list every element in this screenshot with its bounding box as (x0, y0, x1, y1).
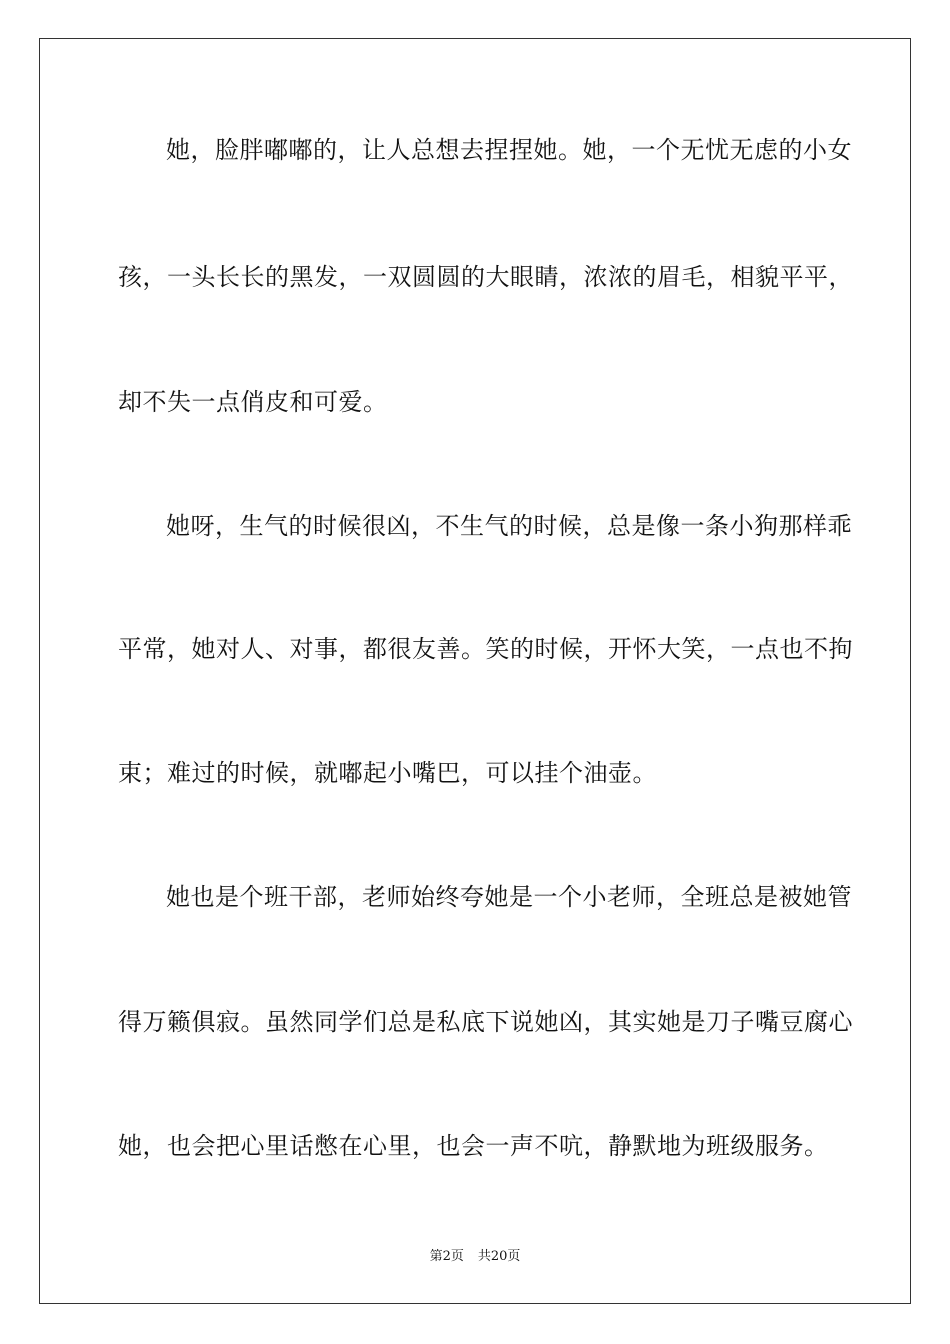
page-number: 第2页 (429, 1249, 464, 1264)
paragraph-3-line-3: 她，也会把心里话憋在心里，也会一声不吭，静默地为班级服务。 (118, 1132, 829, 1160)
paragraph-2-line-1: 她呀，生气的时候很凶，不生气的时候，总是像一条小狗那样乖 (166, 512, 852, 540)
paragraph-1-line-3: 却不失一点俏皮和可爱。 (118, 388, 388, 416)
page-total: 共20页 (477, 1249, 521, 1264)
paragraph-3-line-2: 得万籁俱寂。虽然同学们总是私底下说她凶，其实她是刀子嘴豆腐心 (118, 1008, 853, 1036)
paragraph-2-line-2: 平常，她对人、对事，都很友善。笑的时候，开怀大笑，一点也不拘 (118, 635, 853, 663)
paragraph-1-line-1: 她，脸胖嘟嘟的，让人总想去捏捏她。她，一个无忧无虑的小女 (166, 136, 852, 164)
paragraph-1-line-2: 孩，一头长长的黑发，一双圆圆的大眼睛，浓浓的眉毛，相貌平平， (118, 263, 853, 291)
page-frame (39, 38, 911, 1304)
page-footer (0, 1248, 950, 1266)
paragraph-2-line-3: 束；难过的时候，就嘟起小嘴巴，可以挂个油壶。 (118, 759, 657, 787)
paragraph-3-line-1: 她也是个班干部，老师始终夸她是一个小老师，全班总是被她管 (166, 883, 852, 911)
